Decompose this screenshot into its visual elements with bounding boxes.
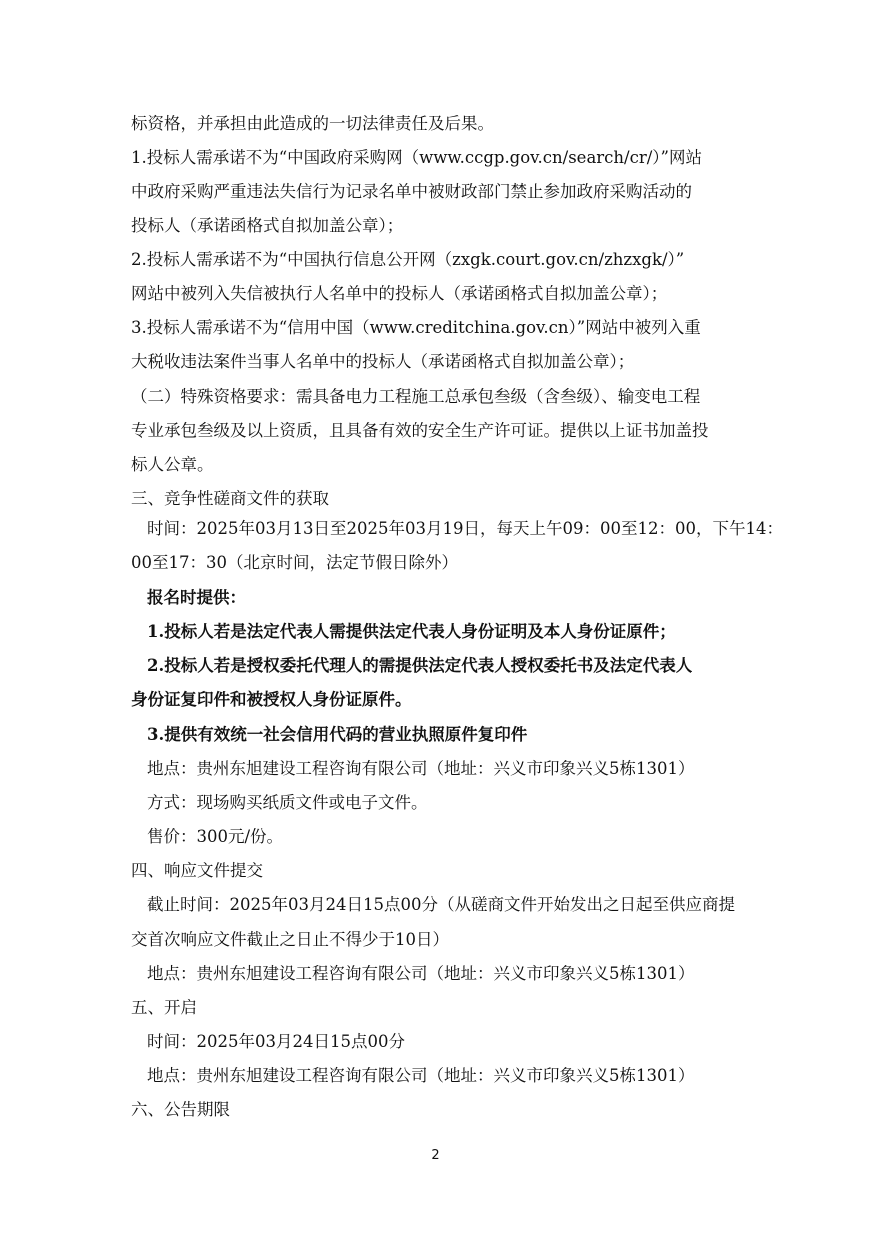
text-line: 投标人（承诺函格式自拟加盖公章）； <box>131 216 404 235</box>
text-line: 时间：2025年03月24日15点00分 <box>147 1032 405 1051</box>
text-line: 大税收违法案件当事人名单中的投标人（承诺函格式自拟加盖公章）； <box>131 352 635 371</box>
text-line: 网站中被列入失信被执行人名单中的投标人（承诺函格式自拟加盖公章）； <box>131 284 668 303</box>
text-line: 售价：300元/份。 <box>147 827 284 846</box>
bold-heading: 报名时提供： <box>147 588 246 607</box>
bold-text-line: 1.投标人若是法定代表人需提供法定代表人身份证明及本人身份证原件； <box>147 622 676 641</box>
text-line: 标资格，并承担由此造成的一切法律责任及后果。 <box>131 114 494 133</box>
bold-text-line: 身份证复印件和被授权人身份证原件。 <box>131 690 412 709</box>
bold-text-line: 2.投标人若是授权委托代理人的需提供法定代表人授权委托书及法定代表人 <box>147 656 693 675</box>
text-line: 截止时间：2025年03月24日15点00分（从磋商文件开始发出之日起至供应商提 <box>147 895 735 914</box>
page-number: 2 <box>431 1148 440 1163</box>
text-line: 地点：贵州东旭建设工程咨询有限公司（地址：兴义市印象兴义5栋1301） <box>147 964 695 983</box>
section-heading: 三、竞争性磋商文件的获取 <box>131 489 329 508</box>
text-line: 方式：现场购买纸质文件或电子文件。 <box>147 793 428 812</box>
bold-text-line: 3.提供有效统一社会信用代码的营业执照原件复印件 <box>147 725 528 744</box>
text-line: （二）特殊资格要求：需具备电力工程施工总承包叁级（含叁级）、输变电工程 <box>131 387 701 406</box>
text-line: 00至17：30（北京时间，法定节假日除外） <box>131 553 458 572</box>
text-line: 时间：2025年03月13日至2025年03月19日，每天上午09：00至12：00，下午14： <box>147 519 783 538</box>
section-heading: 五、开启 <box>131 998 197 1017</box>
section-heading: 六、公告期限 <box>131 1100 230 1119</box>
text-line: 地点：贵州东旭建设工程咨询有限公司（地址：兴义市印象兴义5栋1301） <box>147 759 695 778</box>
text-line: 交首次响应文件截止之日止不得少于10日） <box>131 930 449 949</box>
text-line: 地点：贵州东旭建设工程咨询有限公司（地址：兴义市印象兴义5栋1301） <box>147 1066 695 1085</box>
text-line: 标人公章。 <box>131 455 214 474</box>
text-line: 中政府采购严重违法失信行为记录名单中被财政部门禁止参加政府采购活动的 <box>131 182 692 201</box>
text-line: 2.投标人需承诺不为“中国执行信息公开网（zxgk.court.gov.cn/zhzxgk/）” <box>131 250 685 269</box>
text-line: 3.投标人需承诺不为“信用中国（www.creditchina.gov.cn）”网站中被列入重 <box>131 318 701 337</box>
text-line: 1.投标人需承诺不为“中国政府采购网（www.ccgp.gov.cn/search/cr/）”网站 <box>131 148 702 167</box>
text-line: 专业承包叁级及以上资质，且具备有效的安全生产许可证。提供以上证书加盖投 <box>131 421 709 440</box>
section-heading: 四、响应文件提交 <box>131 861 263 880</box>
